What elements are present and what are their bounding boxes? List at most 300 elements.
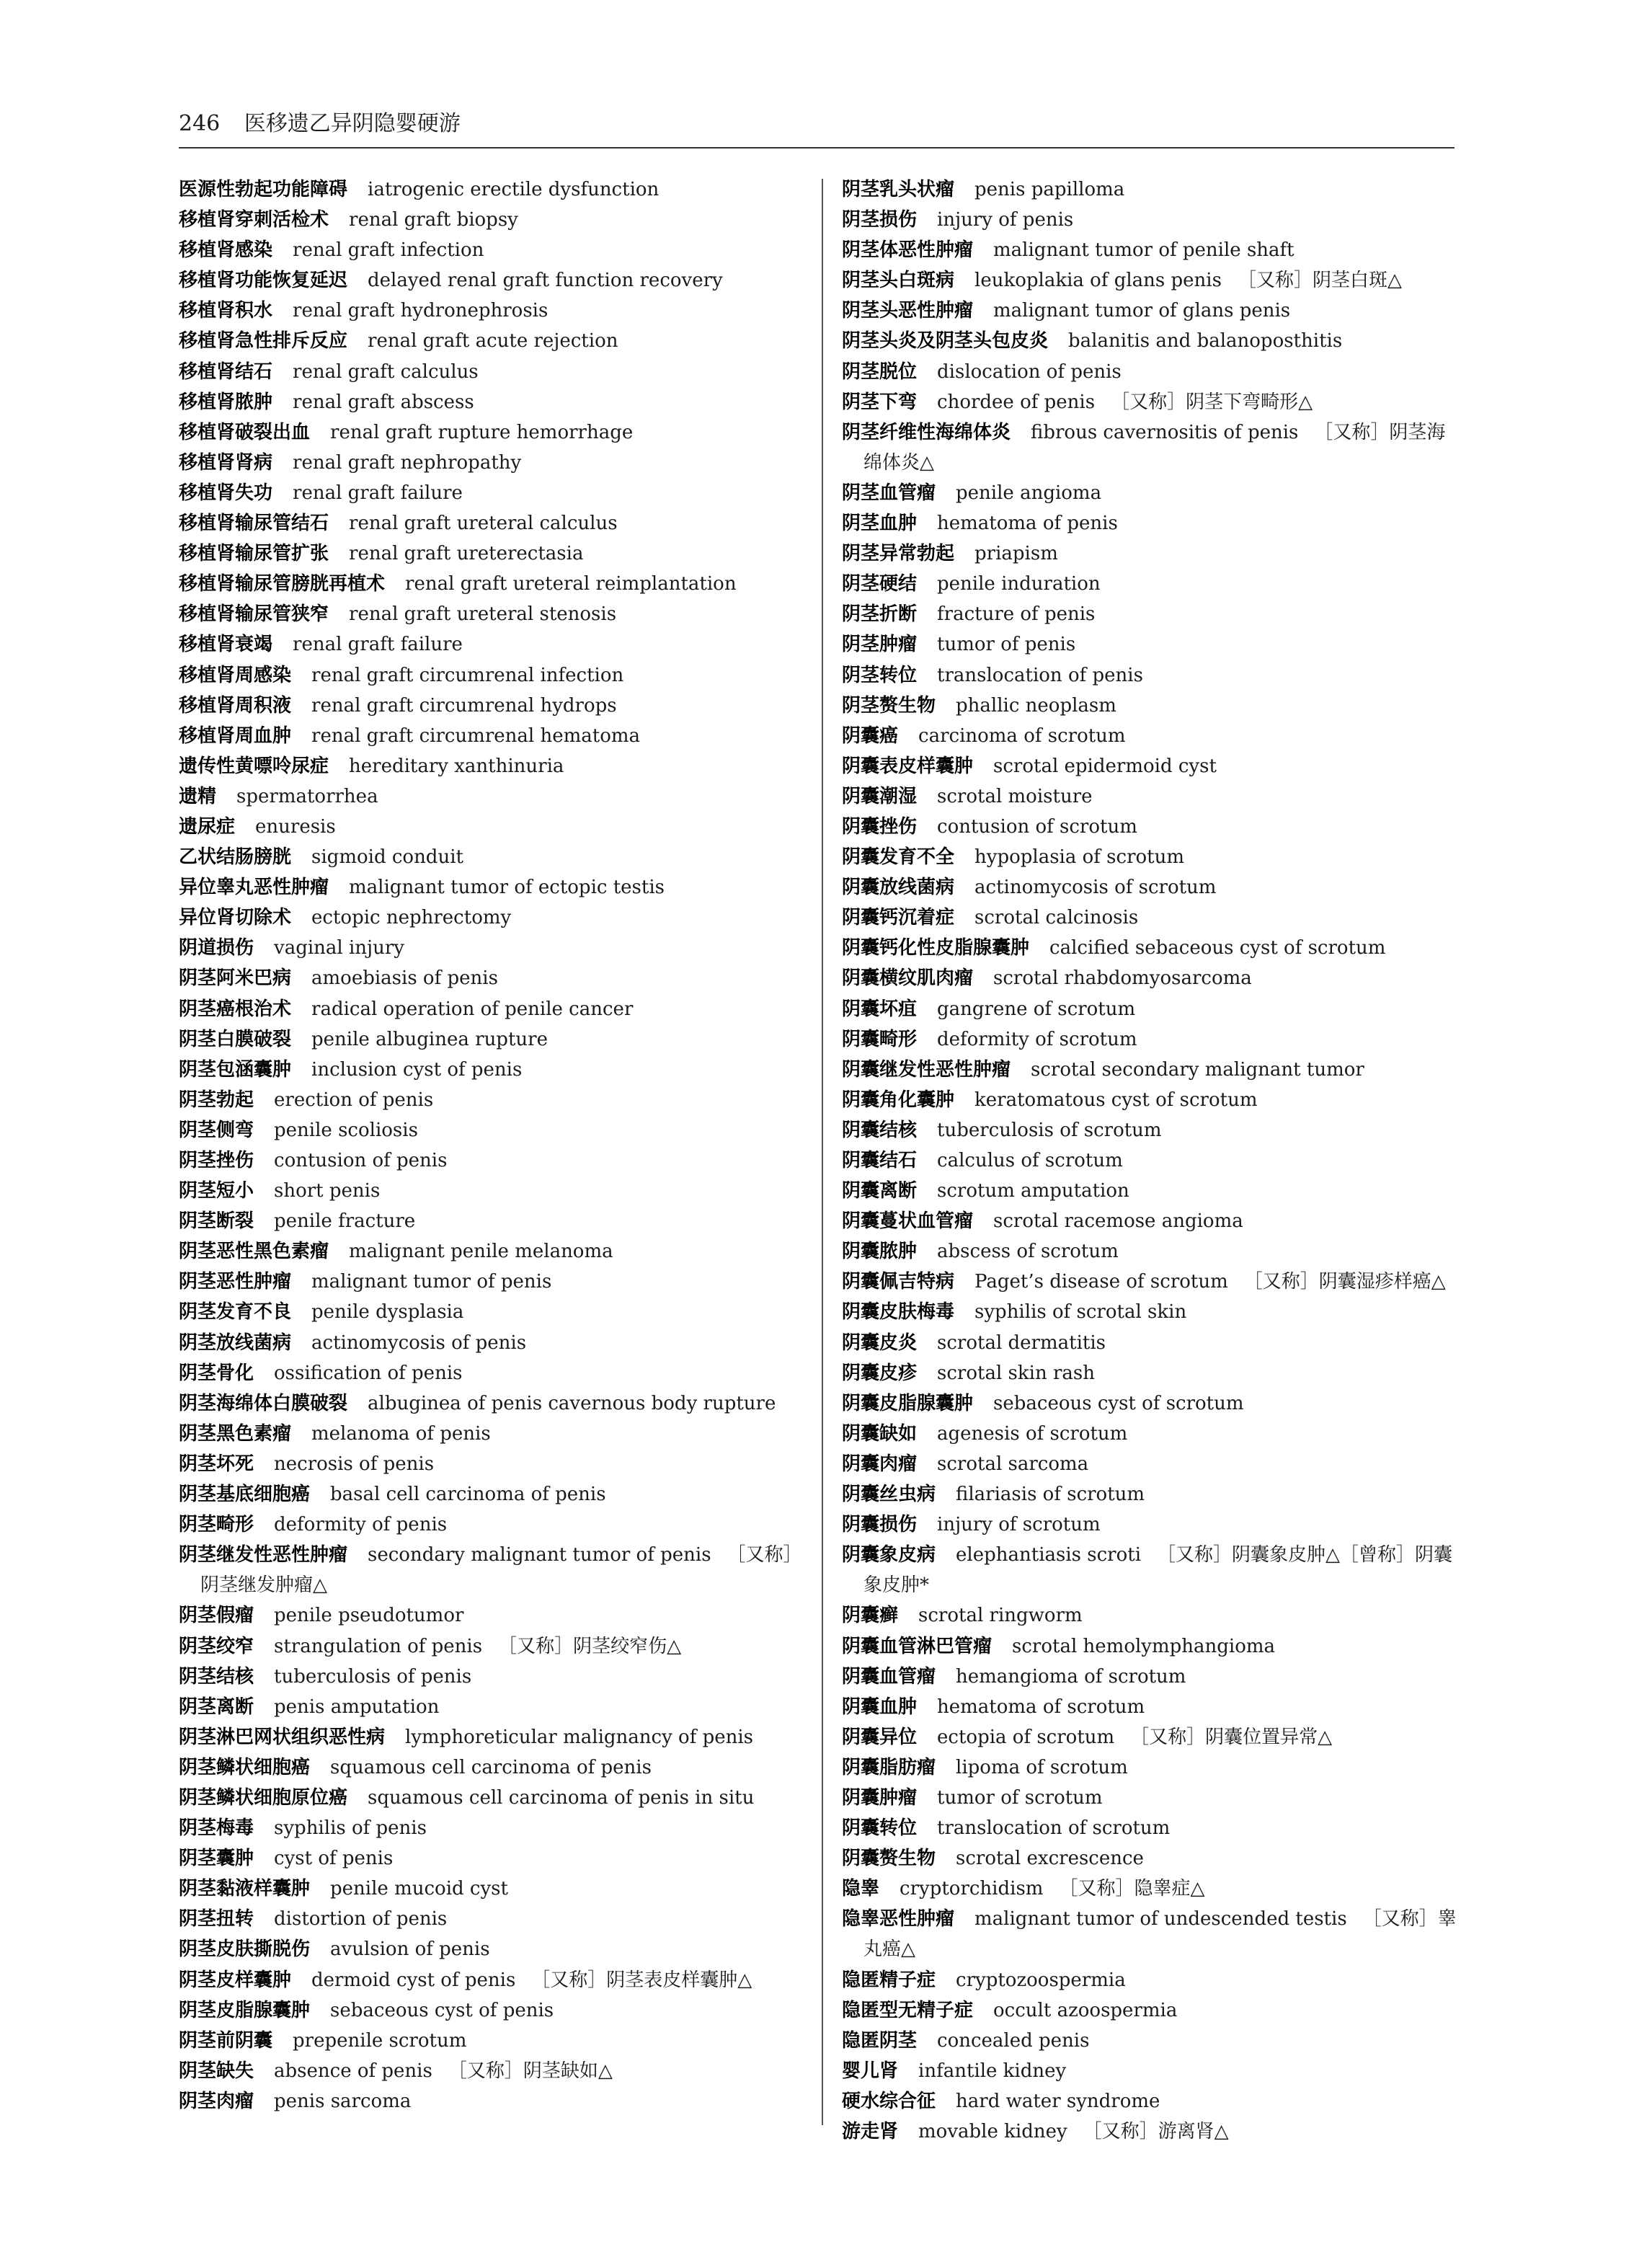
entry-english-term: penile dysplasia [311,1301,464,1324]
dictionary-entry [842,660,1462,691]
entry-chinese-term: 移植肾穿刺活检术 [179,209,329,231]
dictionary-entry [179,1783,806,1813]
entry-english-term: renal graft calculus [293,360,479,383]
entry-english-term: fracture of penis [937,603,1096,626]
entry-english-term: scrotal sarcoma [937,1453,1089,1475]
dictionary-entry [842,1904,1462,1964]
entry-english-term: calculus of scrotum [937,1150,1123,1171]
entry-english-term: hematoma of penis [937,513,1118,535]
dictionary-entry [842,1419,1462,1449]
column-divider [822,179,823,2125]
dictionary-entry [179,235,806,265]
entry-chinese-term: 移植肾周血肿 [179,724,292,747]
dictionary-entry [179,1965,806,1995]
entry-english-term: agenesis of scrotum [937,1422,1128,1445]
entry-chinese-term: 阴囊皮肤梅毒 [842,1301,955,1324]
entry-chinese-term: 阴茎畸形 [179,1514,254,1536]
dictionary-entry [179,1297,806,1327]
entry-english-term: scrotal moisture [937,785,1093,807]
dictionary-entry [179,569,806,599]
dictionary-entry [842,2086,1462,2116]
entry-english-term: tuberculosis of scrotum [937,1119,1162,1141]
entry-english-term: malignant tumor of ectopic testis [349,877,665,899]
entry-chinese-term: 移植肾肾病 [179,451,273,474]
entry-english-term: secondary malignant tumor of penis [368,1544,711,1566]
entry-chinese-term: 阴囊蔓状血管瘤 [842,1210,974,1233]
entry-english-term: scrotal racemose angioma [993,1210,1243,1233]
entry-chinese-term: 异位肾切除术 [179,907,292,929]
entry-english-term: absence of penis [274,2060,432,2082]
entry-chinese-term: 阴道损伤 [179,937,254,959]
entry-chinese-term: 阴茎纤维性海绵体炎 [842,421,1011,443]
entry-chinese-term: 阴茎头白斑病 [842,270,955,292]
dictionary-entry [842,1783,1462,1813]
entry-english-term: chordee of penis [937,391,1096,413]
entry-chinese-term: 阴茎赘生物 [842,694,936,717]
entry-english-term: hereditary xanthinuria [349,755,564,777]
entry-chinese-term: 阴茎转位 [842,664,918,686]
entry-chinese-term: 移植肾感染 [179,239,273,262]
dictionary-entry [842,508,1462,538]
dictionary-entry [842,1055,1462,1085]
entry-chinese-term: 阴茎肿瘤 [842,634,918,656]
dictionary-entry [179,1510,806,1540]
entry-english-term: occult azoospermia [993,1999,1178,2021]
dictionary-entry [842,1965,1462,1995]
entry-chinese-term: 阴囊转位 [842,1817,918,1840]
entry-english-term: malignant tumor of glans penis [993,300,1291,322]
dictionary-entry [842,296,1462,326]
dictionary-entry [842,721,1462,751]
dictionary-entry [179,2026,806,2056]
dictionary-entry [842,1813,1462,1843]
dictionary-entry [179,2086,806,2116]
entry-synonym-note: ［又称］阴茎表皮样囊肿△ [531,1969,752,1991]
dictionary-entry [842,1752,1462,1783]
entry-english-term: cryptozoospermia [956,1969,1126,1991]
entry-chinese-term: 移植肾脓肿 [179,391,273,413]
entry-english-term: penis sarcoma [274,2090,412,2112]
dictionary-entry [179,1722,806,1752]
entry-chinese-term: 阴茎鳞状细胞原位癌 [179,1786,348,1809]
entry-english-term: radical operation of penile cancer [311,998,634,1020]
entry-english-term: renal graft rupture hemorrhage [330,421,634,443]
entry-chinese-term: 阴茎假瘤 [179,1605,254,1627]
entry-chinese-term: 阴囊血管淋巴管瘤 [842,1635,992,1657]
dictionary-entry [842,812,1462,842]
entry-chinese-term: 阴茎挫伤 [179,1150,254,1171]
entry-english-term: renal graft failure [293,634,463,656]
entry-chinese-term: 阴囊结石 [842,1150,918,1171]
dictionary-entry [179,751,806,781]
dictionary-entry [842,1145,1462,1176]
entry-english-term: deformity of penis [274,1514,448,1536]
entry-chinese-term: 阴茎头恶性肿瘤 [842,300,974,322]
dictionary-entry [179,781,806,812]
dictionary-entry [842,1874,1462,1904]
entry-chinese-term: 阴茎血管瘤 [842,482,936,504]
dictionary-entry [179,174,806,205]
entry-chinese-term: 阴茎头炎及阴茎头包皮炎 [842,330,1049,353]
dictionary-entry [179,508,806,538]
entry-english-term: renal graft circumrenal hydrops [311,694,617,717]
dictionary-entry [842,1479,1462,1510]
dictionary-entry [179,629,806,660]
entry-english-term: scrotal secondary malignant tumor [1031,1058,1364,1081]
dictionary-entry [842,1662,1462,1692]
entry-chinese-term: 阴茎血肿 [842,513,918,535]
entry-english-term: renal graft ureterectasia [349,543,584,565]
entry-synonym-note: ［又称］阴茎绞窄伤△ [498,1635,682,1657]
entry-english-term: movable kidney [918,2121,1067,2142]
dictionary-entry [842,933,1462,963]
entry-english-term: cyst of penis [274,1848,394,1870]
entry-chinese-term: 阴茎脱位 [842,360,918,383]
entry-synonym-note: ［又称］阴茎下弯畸形△ [1111,391,1313,413]
entry-chinese-term: 阴茎阿米巴病 [179,967,292,990]
entry-english-term: ossification of penis [274,1362,463,1384]
dictionary-entry [842,1843,1462,1874]
dictionary-entry [842,265,1462,296]
dictionary-entry [842,357,1462,387]
entry-chinese-term: 阴囊异位 [842,1726,918,1748]
entry-english-term: enuresis [255,815,336,838]
entry-chinese-term: 婴儿肾 [842,2060,899,2082]
dictionary-entry [842,417,1462,478]
entry-chinese-term: 阴茎黏液样囊肿 [179,1878,311,1900]
entry-synonym-note: ［又称］阴囊位置异常△ [1130,1726,1333,1748]
entry-chinese-term: 移植肾衰竭 [179,634,273,656]
running-title: 医移遗乙异阴隐婴硬游 [244,111,461,136]
entry-english-term: albuginea of penis cavernous body rupture [368,1392,776,1414]
dictionary-entry [842,1692,1462,1722]
entry-english-term: tuberculosis of penis [274,1665,472,1688]
entry-chinese-term: 阴囊赘生物 [842,1848,936,1870]
dictionary-entry [179,1540,806,1600]
entry-chinese-term: 阴茎白膜破裂 [179,1028,292,1050]
entry-chinese-term: 阴囊坏疽 [842,998,918,1020]
entry-chinese-term: 阴茎基底细胞癌 [179,1484,311,1506]
dictionary-entry [179,599,806,629]
entry-english-term: scrotal epidermoid cyst [993,755,1217,777]
entry-english-term: spermatorrhea [236,785,378,807]
dictionary-entry [179,1752,806,1783]
entry-chinese-term: 异位睾丸恶性肿瘤 [179,877,329,899]
dictionary-entry [179,1662,806,1692]
entry-chinese-term: 阴囊肉瘤 [842,1453,918,1475]
entry-chinese-term: 阴茎放线菌病 [179,1331,292,1354]
entry-chinese-term: 阴囊发育不全 [842,846,955,869]
entry-chinese-term: 阴囊继发性恶性肿瘤 [842,1058,1011,1081]
entry-chinese-term: 阴囊钙化性皮脂腺囊肿 [842,937,1030,959]
entry-chinese-term: 阴茎短小 [179,1180,254,1202]
entry-chinese-term: 阴茎硬结 [842,573,918,595]
entry-chinese-term: 阴茎体恶性肿瘤 [842,239,974,262]
entry-chinese-term: 阴茎皮肤撕脱伤 [179,1938,311,1961]
entry-english-term: contusion of penis [274,1150,448,1171]
dictionary-entry [179,1145,806,1176]
dictionary-entry [842,963,1462,993]
entry-english-term: keratomatous cyst of scrotum [974,1089,1258,1111]
entry-chinese-term: 阴囊丝虫病 [842,1484,936,1506]
entry-english-term: syphilis of penis [274,1817,427,1840]
entry-synonym-note: ［又称］阴囊湿疹样癌△ [1243,1271,1446,1293]
dictionary-entry [842,1176,1462,1206]
entry-chinese-term: 移植肾周感染 [179,664,292,686]
entry-synonym-note: ［又称］阴茎白斑△ [1237,270,1402,292]
entry-chinese-term: 遗传性黄嘌呤尿症 [179,755,329,777]
entry-chinese-term: 阴囊脂肪瘤 [842,1756,936,1778]
entry-chinese-term: 阴囊畸形 [842,1028,918,1050]
dictionary-entry [179,1024,806,1055]
entry-chinese-term: 移植肾输尿管结石 [179,513,329,535]
dictionary-entry [842,1631,1462,1662]
entry-english-term: renal graft abscess [293,391,474,413]
entry-english-term: renal graft ureteral stenosis [349,603,617,626]
entry-english-term: basal cell carcinoma of penis [330,1484,606,1506]
entry-english-term: penile mucoid cyst [330,1878,508,1900]
entry-chinese-term: 移植肾结石 [179,360,273,383]
entry-chinese-term: 阴茎侧弯 [179,1119,254,1141]
entry-chinese-term: 阴囊象皮病 [842,1544,936,1566]
entry-english-term: inclusion cyst of penis [311,1058,523,1081]
entry-english-term: sebaceous cyst of scrotum [993,1392,1244,1414]
dictionary-entry [842,387,1462,417]
dictionary-entry [179,296,806,326]
entry-english-term: hematoma of scrotum [937,1696,1145,1718]
entry-english-term: penis papilloma [974,179,1125,200]
dictionary-entry [842,872,1462,903]
entry-chinese-term: 硬水综合征 [842,2090,936,2112]
dictionary-entry [842,629,1462,660]
dictionary-entry [179,1055,806,1085]
page-number: 246 [179,111,221,136]
entry-chinese-term: 移植肾输尿管扩张 [179,543,329,565]
dictionary-entry [842,1236,1462,1267]
dictionary-entry [842,569,1462,599]
entry-chinese-term: 阴茎骨化 [179,1362,254,1384]
entry-synonym-note: ［又称］阴茎缺如△ [448,2060,613,2082]
entry-english-term: renal graft ureteral reimplantation [405,573,737,595]
entry-chinese-term: 阴茎前阴囊 [179,2029,273,2052]
dictionary-entry [842,1388,1462,1419]
dictionary-entry [179,1419,806,1449]
dictionary-entry [179,1206,806,1236]
dictionary-entry [179,1449,806,1479]
dictionary-entry [842,1358,1462,1388]
dictionary-entry [842,599,1462,629]
entry-english-term: malignant tumor of penis [311,1271,552,1293]
entry-chinese-term: 阴茎皮脂腺囊肿 [179,1999,311,2021]
entry-english-term: penis amputation [274,1696,440,1718]
entry-chinese-term: 移植肾输尿管狭窄 [179,603,329,626]
dictionary-entry [179,660,806,691]
entry-chinese-term: 遗尿症 [179,815,236,838]
entry-chinese-term: 移植肾积水 [179,300,273,322]
dictionary-entry [179,1328,806,1358]
entry-chinese-term: 隐匿型无精子症 [842,1999,974,2021]
dictionary-entry [179,812,806,842]
entry-english-term: carcinoma of scrotum [918,724,1126,747]
dictionary-entry [179,721,806,751]
entry-synonym-note: ［又称］阴茎继发肿瘤△ [200,1544,802,1597]
entry-english-term: deformity of scrotum [937,1028,1137,1050]
dictionary-entry [842,1449,1462,1479]
entry-english-term: necrosis of penis [274,1453,435,1475]
entry-synonym-note: ［又称］睾丸癌△ [863,1908,1457,1961]
dictionary-entry [179,1176,806,1206]
entry-chinese-term: 阴茎梅毒 [179,1817,254,1840]
entry-chinese-term: 阴囊血管瘤 [842,1665,936,1688]
entry-english-term: delayed renal graft function recovery [368,270,723,292]
entry-chinese-term: 阴茎下弯 [842,391,918,413]
entry-english-term: prepenile scrotum [293,2029,467,2052]
entry-chinese-term: 阴茎损伤 [842,209,918,231]
entry-english-term: squamous cell carcinoma of penis [330,1756,652,1778]
entry-chinese-term: 隐睾 [842,1878,880,1900]
entry-english-term: scrotum amputation [937,1180,1129,1202]
dictionary-entry [179,933,806,963]
dictionary-entry [842,1267,1462,1297]
entry-chinese-term: 阴囊表皮样囊肿 [842,755,974,777]
entry-english-term: squamous cell carcinoma of penis in situ [368,1786,755,1809]
entry-english-term: penile fracture [274,1210,416,1233]
entry-english-term: filariasis of scrotum [956,1484,1145,1506]
entry-chinese-term: 阴茎癌根治术 [179,998,292,1020]
entry-english-term: hemangioma of scrotum [956,1665,1186,1688]
entry-english-term: avulsion of penis [330,1938,490,1961]
entry-chinese-term: 阴囊肿瘤 [842,1786,918,1809]
entry-chinese-term: 阴茎鳞状细胞癌 [179,1756,311,1778]
entry-english-term: scrotal hemolymphangioma [1012,1635,1276,1657]
entry-chinese-term: 阴茎肉瘤 [179,2090,254,2112]
entry-english-term: concealed penis [937,2029,1090,2052]
dictionary-entry [179,1115,806,1145]
entry-english-term: iatrogenic erectile dysfunction [368,179,660,200]
entry-chinese-term: 阴茎扭转 [179,1908,254,1931]
dictionary-entry [179,1904,806,1934]
entry-english-term: infantile kidney [918,2060,1067,2082]
dictionary-entry [842,1540,1462,1600]
entry-english-term: penile induration [937,573,1101,595]
dictionary-entry [842,1995,1462,2026]
dictionary-entry [179,903,806,933]
entry-chinese-term: 阴茎勃起 [179,1089,254,1111]
dictionary-entry [842,326,1462,356]
entry-chinese-term: 乙状结肠膀胱 [179,846,292,869]
entry-english-term: elephantiasis scroti [956,1544,1142,1566]
entry-english-term: distortion of penis [274,1908,448,1931]
entry-english-term: translocation of scrotum [937,1817,1171,1840]
entry-chinese-term: 阴囊缺如 [842,1422,918,1445]
entry-chinese-term: 阴囊癣 [842,1605,899,1627]
entry-chinese-term: 移植肾破裂出血 [179,421,311,443]
dictionary-entry [842,2056,1462,2086]
entry-english-term: renal graft hydronephrosis [293,300,549,322]
dictionary-entry [179,417,806,448]
entry-english-term: renal graft circumrenal hematoma [311,724,641,747]
entry-english-term: actinomycosis of penis [311,1331,527,1354]
dictionary-entry [842,994,1462,1024]
entry-chinese-term: 阴茎乳头状瘤 [842,179,955,200]
dictionary-entry [842,842,1462,872]
entry-chinese-term: 阴囊挫伤 [842,815,918,838]
entry-synonym-note: ［又称］阴茎海绵体炎△ [863,421,1446,474]
entry-english-term: ectopia of scrotum [937,1726,1115,1748]
entry-english-term: renal graft ureteral calculus [349,513,618,535]
entry-english-term: scrotal rhabdomyosarcoma [993,967,1252,990]
entry-chinese-term: 阴囊离断 [842,1180,918,1202]
entry-chinese-term: 阴囊结核 [842,1119,918,1141]
entry-chinese-term: 医源性勃起功能障碍 [179,179,348,200]
entry-english-term: hypoplasia of scrotum [974,846,1185,869]
entry-english-term: vaginal injury [274,937,404,959]
dictionary-entry [179,1843,806,1874]
entry-chinese-term: 阴茎发育不良 [179,1301,292,1324]
entry-chinese-term: 移植肾输尿管膀胱再植术 [179,573,386,595]
dictionary-entry [179,357,806,387]
left-column [179,174,806,2116]
dictionary-entry [179,326,806,356]
entry-english-term: malignant penile melanoma [349,1241,613,1263]
dictionary-entry [179,205,806,235]
dictionary-entry [179,448,806,478]
dictionary-entry [179,1358,806,1388]
dictionary-entry [179,387,806,417]
entry-chinese-term: 阴茎结核 [179,1665,254,1688]
dictionary-entry [179,265,806,296]
dictionary-entry [179,1085,806,1115]
entry-chinese-term: 阴囊损伤 [842,1514,918,1536]
dictionary-entry [179,1934,806,1964]
entry-english-term: penile albuginea rupture [311,1028,548,1050]
entry-chinese-term: 游走肾 [842,2121,899,2142]
entry-chinese-term: 阴茎坏死 [179,1453,254,1475]
entry-english-term: Paget’s disease of scrotum [974,1271,1228,1293]
page-header [179,108,1455,149]
entry-english-term: tumor of penis [937,634,1076,656]
entry-chinese-term: 遗精 [179,785,217,807]
dictionary-entry [179,538,806,569]
entry-chinese-term: 阴茎离断 [179,1696,254,1718]
dictionary-entry [842,174,1462,205]
entry-synonym-note: ［又称］阴囊象皮肿△［曾称］阴囊象皮肿* [863,1544,1453,1597]
dictionary-entry [179,1995,806,2026]
entry-english-term: ectopic nephrectomy [311,907,512,929]
entry-chinese-term: 阴囊潮湿 [842,785,918,807]
dictionary-entry [842,781,1462,812]
entry-chinese-term: 阴囊放线菌病 [842,877,955,899]
dictionary-entry [842,691,1462,721]
entry-english-term: translocation of penis [937,664,1143,686]
entry-english-term: penile pseudotumor [274,1605,464,1627]
dictionary-entry [842,1085,1462,1115]
entry-english-term: scrotal excrescence [956,1848,1144,1870]
dictionary-entry [842,1024,1462,1055]
entry-english-term: penile angioma [956,482,1102,504]
entry-english-term: scrotal ringworm [918,1605,1083,1627]
dictionary-entry [842,1510,1462,1540]
entry-chinese-term: 阴茎囊肿 [179,1848,254,1870]
dictionary-entry [842,205,1462,235]
entry-chinese-term: 阴茎皮样囊肿 [179,1969,292,1991]
entry-english-term: leukoplakia of glans penis [974,270,1222,292]
dictionary-entry [179,691,806,721]
dictionary-entry [842,478,1462,508]
dictionary-entry [179,1874,806,1904]
entry-english-term: renal graft failure [293,482,463,504]
dictionary-entry [179,842,806,872]
